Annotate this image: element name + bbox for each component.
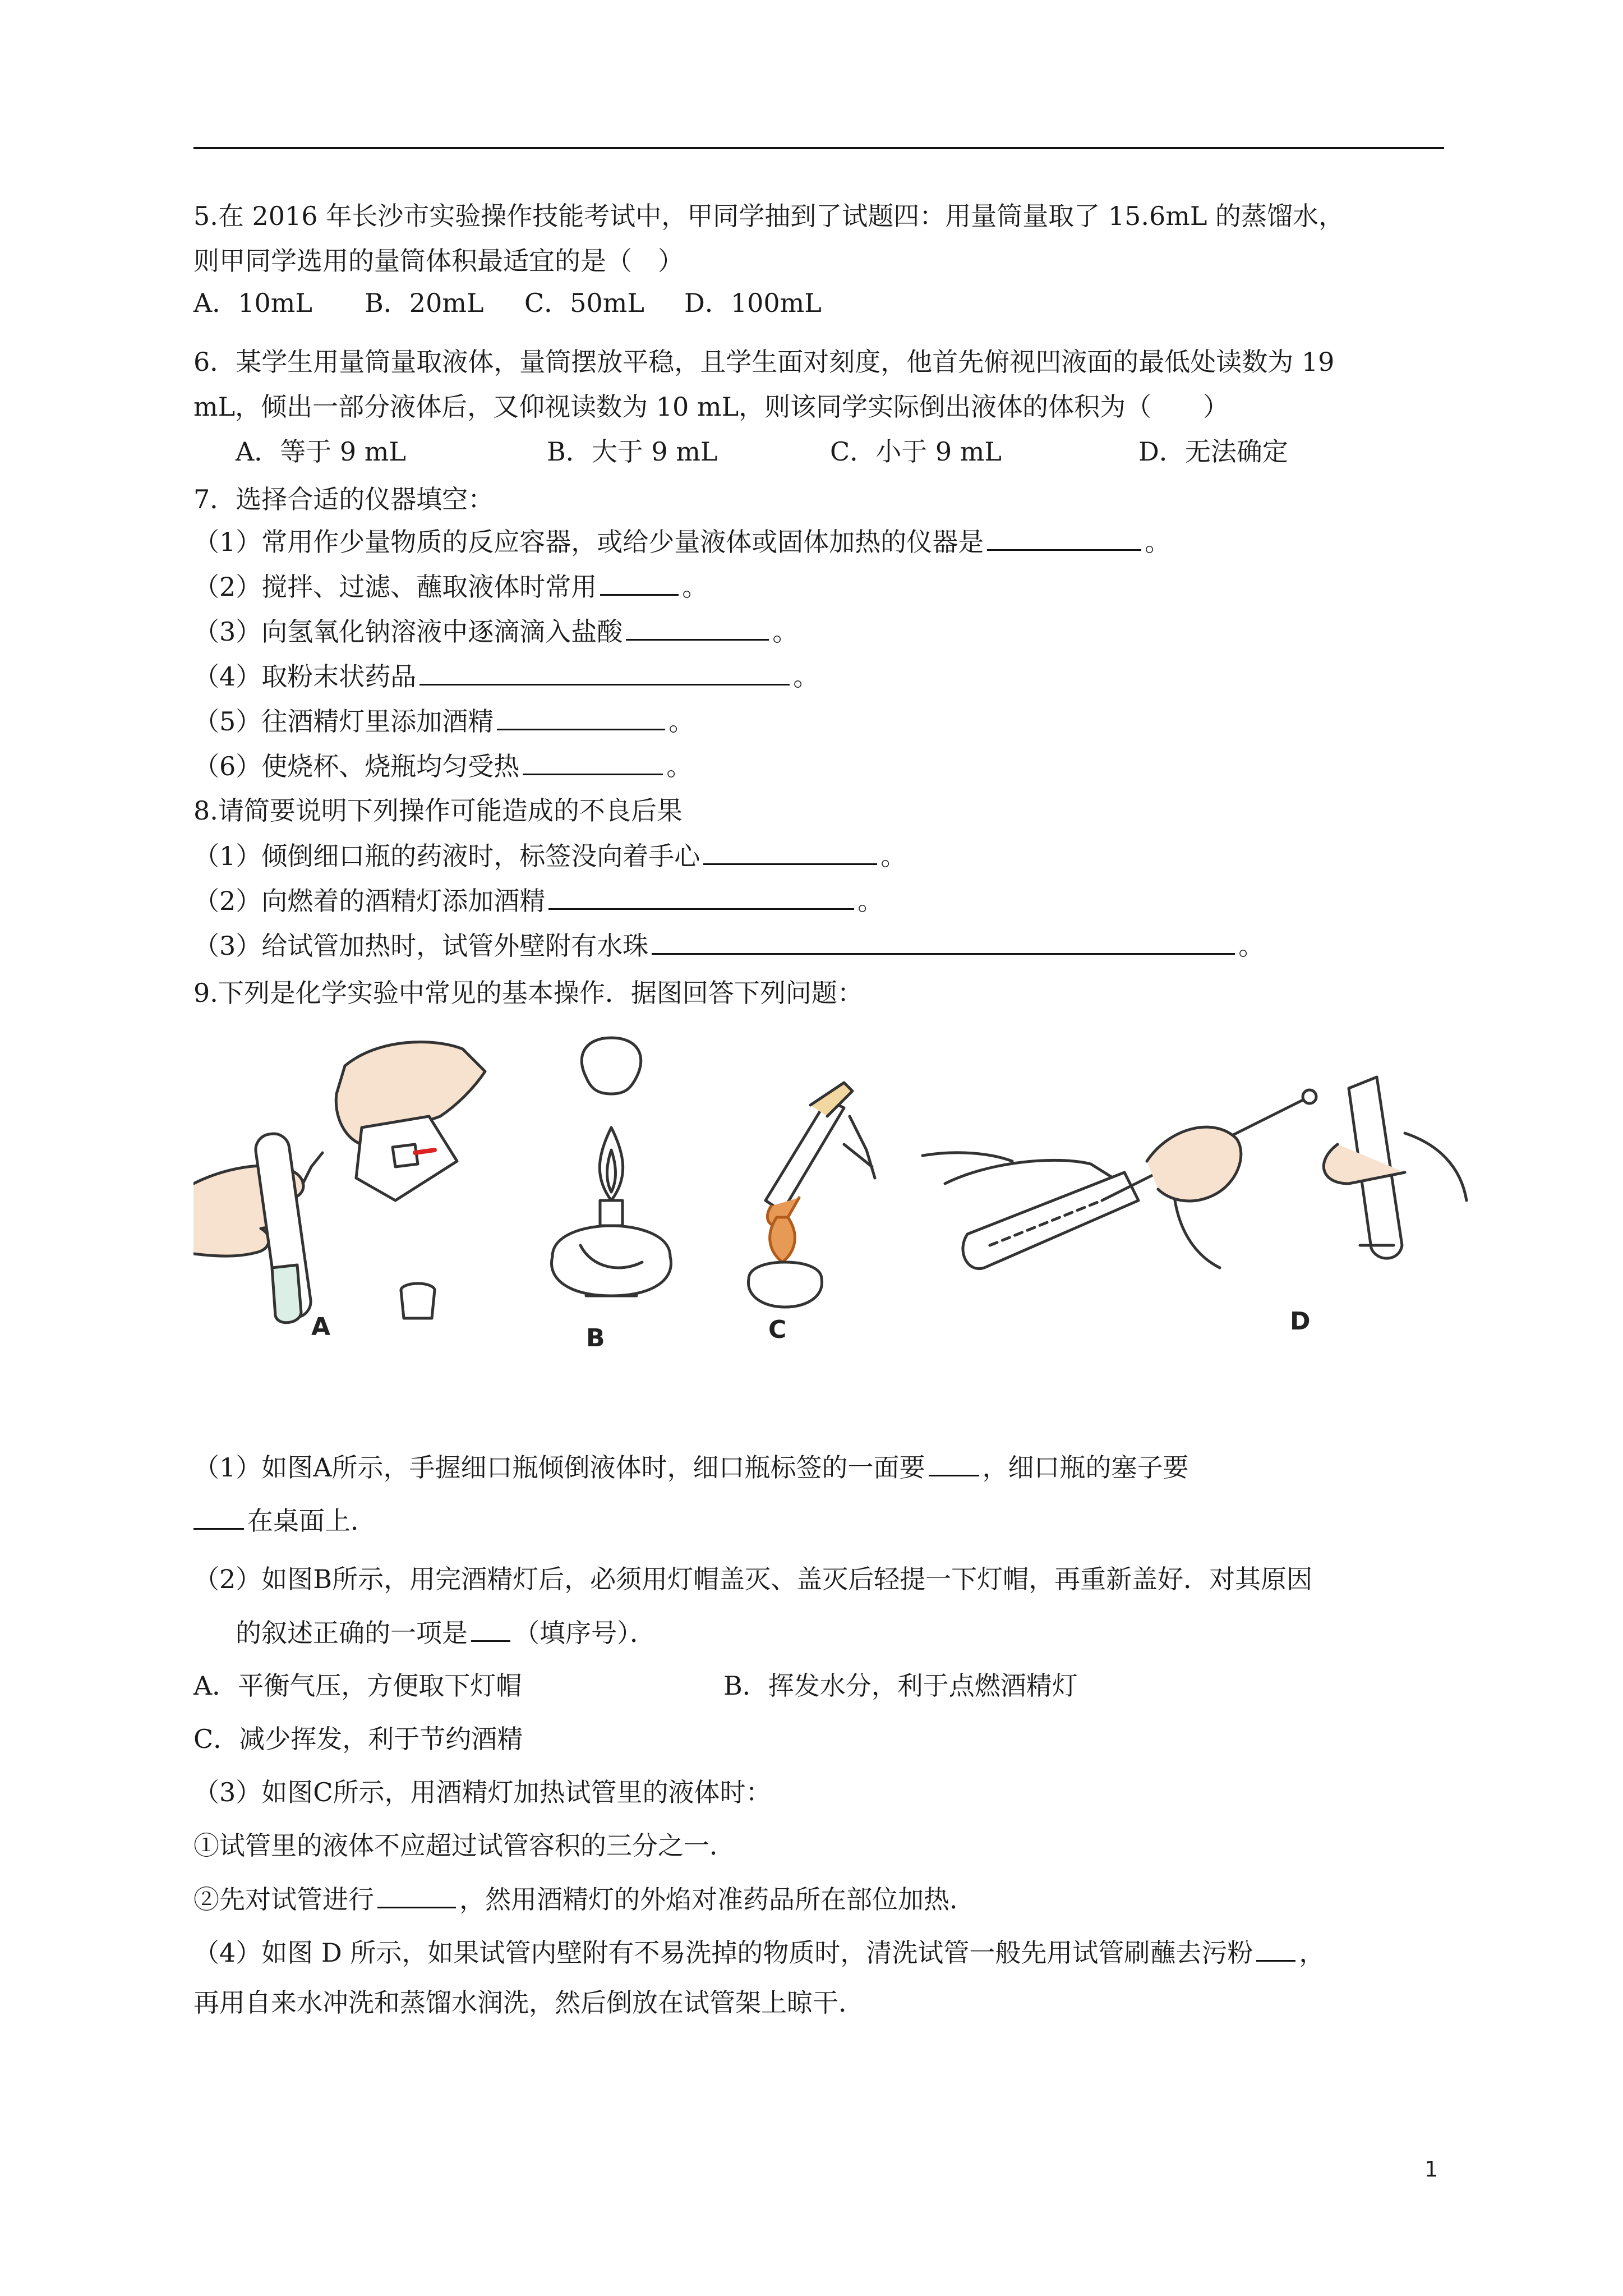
- figure-c-heating-icon: [748, 1083, 875, 1307]
- q8-item-1: [193, 839, 906, 873]
- q9-p2-line1: （2）如图B所示，用完酒精灯后，必须用灯帽盖灭、盖灭后轻提一下灯帽，再重新盖好．对其原因: [193, 1564, 1313, 1594]
- q7-title: 7．选择合适的仪器填空：: [193, 484, 494, 514]
- q7-item-5-text: （5）往酒精灯里添加酒精: [193, 706, 494, 737]
- q7-item-2-end: 。: [682, 572, 708, 602]
- q9-p3-b-text: ②先对试管进行: [193, 1884, 374, 1915]
- answer-blank[interactable]: [497, 704, 665, 730]
- answer-blank[interactable]: [419, 659, 790, 685]
- q5-option-d: D．100mL: [684, 288, 822, 318]
- q7-item-1-text: （1）常用作少量物质的反应容器，或给少量液体或固体加热的仪器是: [193, 527, 984, 557]
- figure-label-a: A: [311, 1313, 331, 1341]
- q9-p4-line1: [193, 1935, 1325, 1970]
- q9-p2-line2-end: （填序号）．: [514, 1618, 656, 1648]
- figure-label-c: C: [768, 1315, 787, 1344]
- q5-option-b: B．20mL: [365, 288, 484, 318]
- q5-option-a: A．10mL: [193, 288, 312, 318]
- q8-item-1-text: （1）倾倒细口瓶的药液时，标签没向着手心: [193, 841, 700, 871]
- q7-item-1: [193, 524, 1170, 559]
- answer-blank[interactable]: [600, 569, 679, 596]
- q6-option-b: B．大于 9 mL: [547, 436, 718, 467]
- q5-option-c: C．50mL: [524, 288, 644, 318]
- q8-item-3-text: （3）给试管加热时，试管外壁附有水珠: [193, 931, 649, 961]
- q6-option-a: A．等于 9 mL: [236, 436, 406, 467]
- q9-p4-text-end: ，: [1299, 1938, 1325, 1968]
- q9-p2-option-a: A．平衡气压，方便取下灯帽: [193, 1671, 522, 1701]
- q7-item-2: [193, 569, 708, 604]
- q9-p3-line1: （3）如图C所示，用酒精灯加热试管里的液体时：: [193, 1777, 772, 1807]
- figure-label-b: B: [586, 1324, 605, 1352]
- q9-p4-text: （4）如图 D 所示，如果试管内壁附有不易洗掉的物质时，清洗试管一般先用试管刷蘸去污粉: [193, 1938, 1253, 1968]
- page-number: 1: [1424, 2157, 1438, 2182]
- q9-p4-line2: 再用自来水冲洗和蒸馏水润洗，然后倒放在试管架上晾干．: [193, 1987, 864, 2018]
- q5-line2: 则甲同学选用的量筒体积最适宜的是（ ）: [193, 246, 684, 276]
- answer-blank[interactable]: [377, 1882, 456, 1908]
- lab-operations-figure: [193, 1032, 1495, 1380]
- q9-p2-option-b: B．挥发水分，利于点燃酒精灯: [723, 1671, 1078, 1701]
- q7-item-5-end: 。: [668, 706, 695, 737]
- q7-item-1-end: 。: [1145, 527, 1171, 557]
- answer-blank[interactable]: [626, 614, 769, 641]
- q9-p1-line2-text: 在桌面上．: [247, 1506, 376, 1536]
- answer-blank[interactable]: [652, 928, 1235, 955]
- figure-b-alcohol-lamp-icon: [551, 1038, 671, 1296]
- q7-item-6: [193, 749, 692, 783]
- q8-title: 8.请简要说明下列操作可能造成的不良后果: [193, 795, 683, 826]
- q9-p1-line1: [193, 1450, 1189, 1484]
- q9-title: 9.下列是化学实验中常见的基本操作．据图回答下列问题：: [193, 978, 863, 1008]
- q8-item-1-end: 。: [880, 841, 907, 871]
- q8-item-2-end: 。: [857, 886, 884, 916]
- q9-p2-line2-text: 的叙述正确的一项是: [236, 1618, 468, 1648]
- q9-p2-line2: [236, 1616, 656, 1650]
- q7-item-3-end: 。: [772, 616, 799, 647]
- q7-item-2-text: （2）搅拌、过滤、蘸取液体时常用: [193, 572, 597, 602]
- q7-item-6-end: 。: [666, 751, 693, 781]
- q8-item-3-end: 。: [1238, 931, 1265, 961]
- answer-blank[interactable]: [548, 884, 854, 910]
- q9-p3-a: ①试管里的液体不应超过试管容积的三分之一．: [193, 1830, 735, 1861]
- header-rule: [193, 147, 1444, 149]
- q9-p1-text-end: ，细口瓶的塞子要: [982, 1452, 1189, 1483]
- figure-d-cleaning-icon: [923, 1077, 1467, 1269]
- answer-blank[interactable]: [1256, 1935, 1295, 1962]
- answer-blank[interactable]: [929, 1450, 979, 1476]
- q6-option-d: D．无法确定: [1138, 436, 1288, 467]
- q6-line1: 6．某学生用量筒量取液体，量筒摆放平稳，且学生面对刻度，他首先俯视凹液面的最低处读数为 19: [193, 347, 1335, 377]
- answer-blank[interactable]: [523, 749, 663, 775]
- q7-item-6-text: （6）使烧杯、烧瓶均匀受热: [193, 751, 520, 781]
- q7-item-3: [193, 614, 798, 648]
- q6-option-c: C．小于 9 mL: [830, 436, 1002, 467]
- q8-item-3: [193, 928, 1264, 963]
- q7-item-5: [193, 704, 694, 738]
- q9-p1-text: （1）如图A所示，手握细口瓶倾倒液体时，细口瓶标签的一面要: [193, 1452, 925, 1483]
- figure-label-d: D: [1290, 1307, 1311, 1336]
- q7-item-4-text: （4）取粉末状药品: [193, 661, 417, 692]
- q8-item-2: [193, 884, 883, 918]
- q7-item-4: [193, 659, 819, 693]
- q9-p3-b-end: ，然用酒精灯的外焰对准药品所在部位加热．: [459, 1884, 975, 1915]
- q9-p3-b: [193, 1882, 975, 1916]
- answer-blank[interactable]: [471, 1616, 510, 1642]
- answer-blank[interactable]: [703, 839, 877, 865]
- q8-item-2-text: （2）向燃着的酒精灯添加酒精: [193, 886, 546, 916]
- q7-item-3-text: （3）向氢氧化钠溶液中逐滴滴入盐酸: [193, 616, 623, 647]
- q7-item-4-end: 。: [793, 661, 819, 692]
- answer-blank[interactable]: [193, 1503, 244, 1530]
- answer-blank[interactable]: [987, 524, 1141, 551]
- q9-p1-line2: [193, 1503, 376, 1538]
- q9-p2-option-c: C．减少挥发，利于节约酒精: [193, 1724, 523, 1754]
- q5-line1: 5.在 2016 年长沙市实验操作技能考试中，甲同学抽到了试题四：用量筒量取了 15.6mL 的蒸馏水，: [193, 201, 1345, 231]
- q6-line2: mL，倾出一部分液体后，又仰视读数为 10 mL，则该同学实际倒出液体的体积为（ ）: [193, 392, 1229, 422]
- figure-a-pouring-icon: [193, 1042, 485, 1323]
